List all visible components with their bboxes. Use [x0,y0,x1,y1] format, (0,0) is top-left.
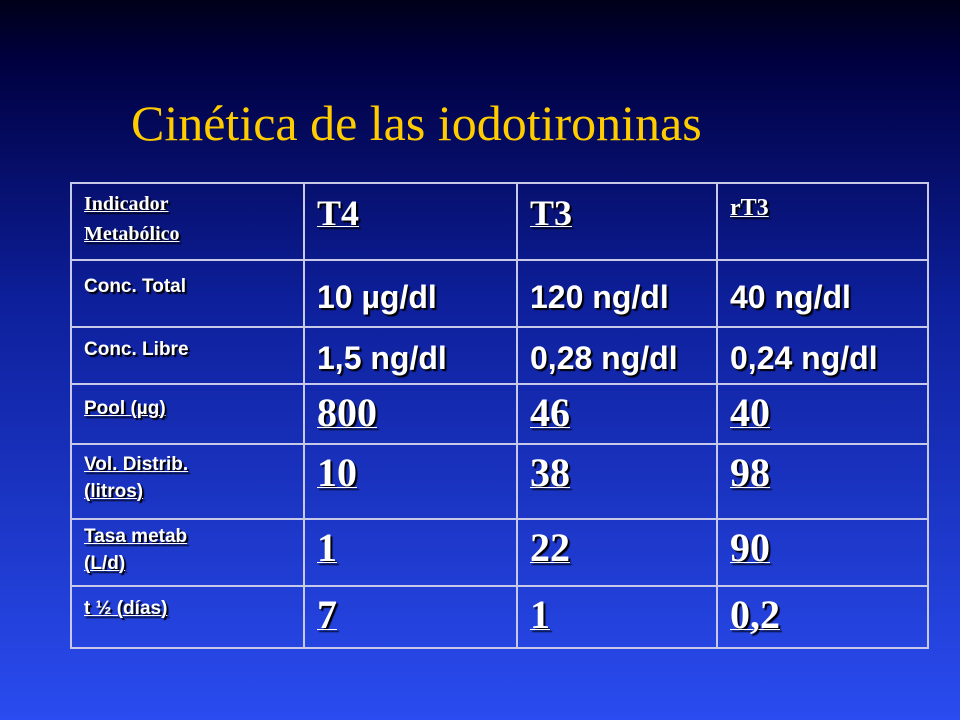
table-cell: 0,2 [717,586,928,648]
table-header-row [71,183,928,260]
header-indicator-line2: Metabólico [84,223,180,245]
table-row [71,444,928,519]
table-cell: 38 [517,444,717,519]
header-indicator-line1: Indicador [84,193,169,215]
table-cell: 46 [517,384,717,444]
table-cell: 800 [304,384,517,444]
table-row [71,327,928,384]
row-label: Conc. Libre [71,327,304,384]
table-row [71,384,928,444]
header-col-t3: T3 [517,183,717,260]
header-col-rt3: rT3 [717,183,928,260]
table-row [71,586,928,648]
header-indicator-cell [71,183,304,260]
table-cell: 10 µg/dl [304,260,517,327]
table-cell: 1 [304,519,517,586]
table-cell: 0,24 ng/dl [717,327,928,384]
table-cell: 40 ng/dl [717,260,928,327]
row-label: Pool (µg) [71,384,304,444]
table-cell: 98 [717,444,928,519]
table-row [71,519,928,586]
table-cell: 90 [717,519,928,586]
row-label: Conc. Total [71,260,304,327]
table-cell: 120 ng/dl [517,260,717,327]
table-row [71,260,928,327]
slide-title: Cinética de las iodotironinas [131,95,702,151]
table-cell: 10 [304,444,517,519]
table-cell: 1 [517,586,717,648]
table-cell: 40 [717,384,928,444]
row-label: Tasa metab (L/d) [71,519,304,586]
table-cell: 22 [517,519,717,586]
header-col-t4: T4 [304,183,517,260]
table-cell: 1,5 ng/dl [304,327,517,384]
kinetics-table [70,182,929,649]
table-cell: 0,28 ng/dl [517,327,717,384]
table-cell: 7 [304,586,517,648]
row-label: Vol. Distrib. (litros) [71,444,304,519]
row-label: t ½ (días) [71,586,304,648]
